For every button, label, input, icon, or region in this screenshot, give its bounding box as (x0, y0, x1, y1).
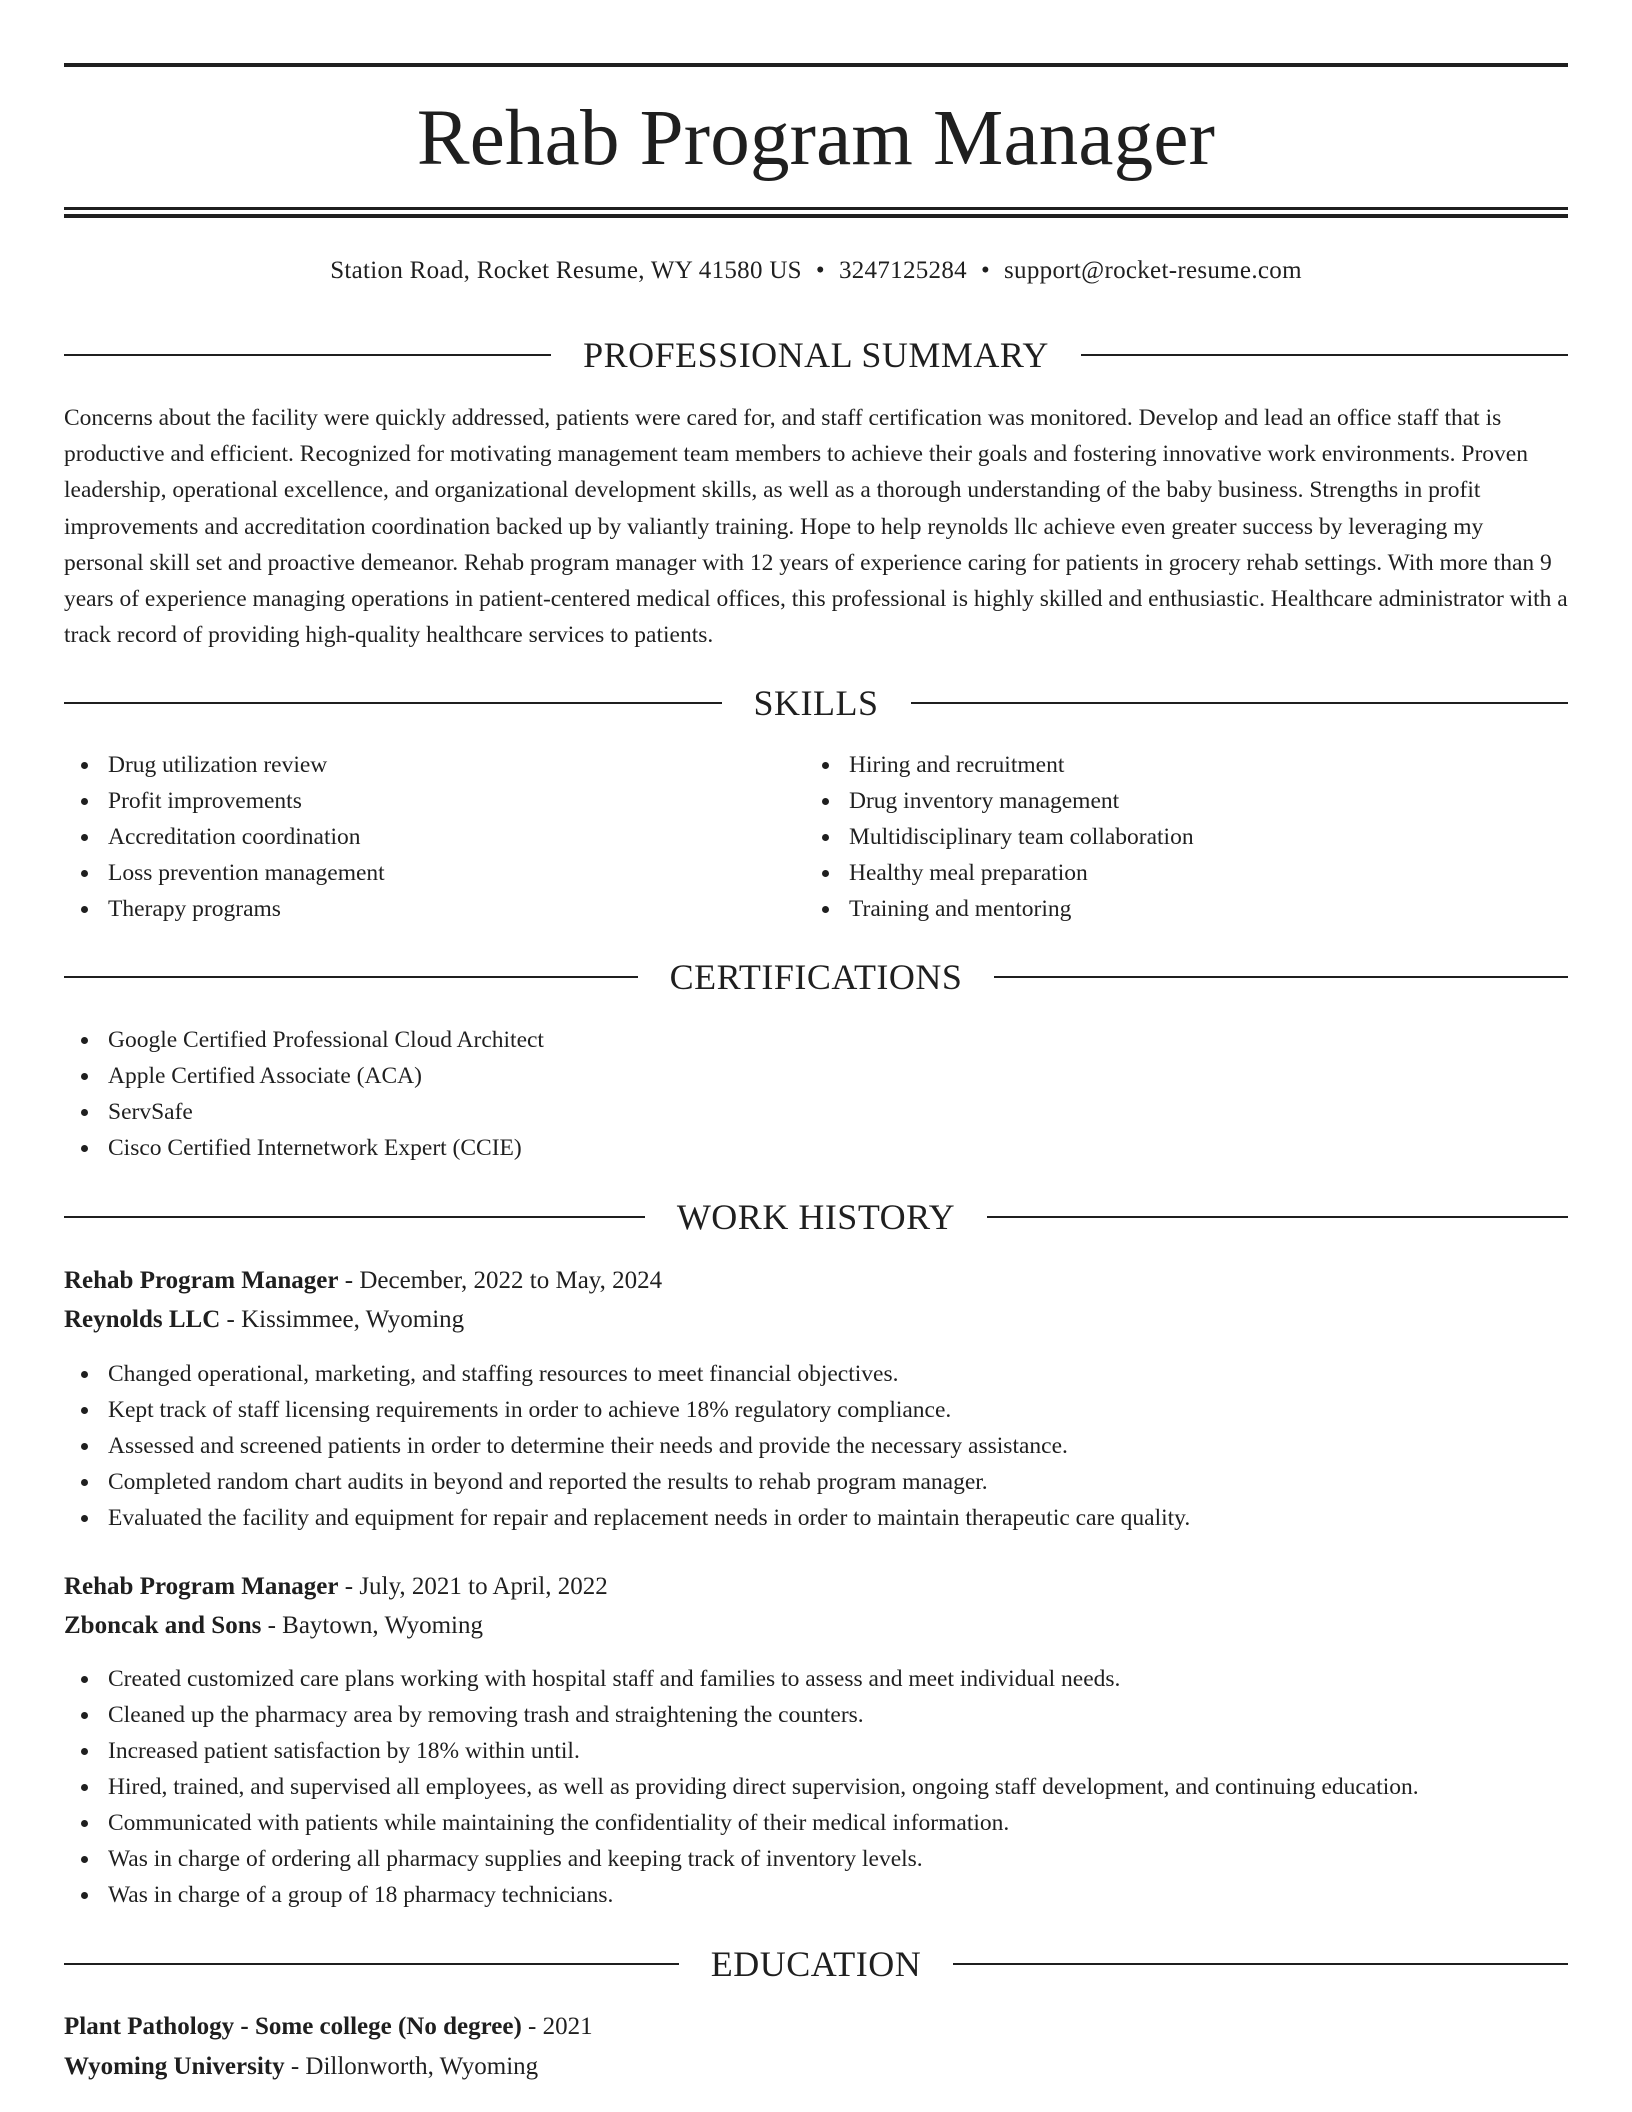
skills-column-left (64, 747, 764, 927)
contact-phone: 3247125284 (838, 257, 967, 284)
job-company-line (64, 1608, 483, 1644)
job-bullets (64, 1356, 1190, 1536)
job-bullet: Assessed and screened patients in order to determine their needs and provide the necessary assistance. (64, 1428, 1190, 1464)
section-heading-work (64, 1195, 1568, 1239)
section-title: EDUCATION (710, 1944, 922, 1984)
job-bullet: Communicated with patients while maintaining the confidentiality of their medical information. (64, 1805, 1419, 1841)
heading-rule (987, 1216, 1568, 1218)
job-title-line (64, 1569, 608, 1605)
section-title: WORK HISTORY (676, 1197, 956, 1237)
skill-item: Training and mentoring (805, 891, 1505, 927)
certification-item: ServSafe (64, 1094, 544, 1130)
contact-separator: • (815, 257, 825, 284)
contact-address: Station Road, Rocket Resume, WY 41580 US (330, 257, 802, 284)
section-heading-summary (64, 333, 1568, 377)
skill-item: Healthy meal preparation (805, 855, 1505, 891)
job-bullet: Was in charge of a group of 18 pharmacy technicians. (64, 1877, 1419, 1913)
job-bullet: Hired, trained, and supervised all employees, as well as providing direct supervision, ongoing staff development, and continuing education. (64, 1769, 1419, 1805)
job-bullet: Completed random chart audits in beyond and reported the results to rehab program manager. (64, 1464, 1190, 1500)
certification-item: Cisco Certified Internetwork Expert (CCIE) (64, 1130, 544, 1166)
job-company-line (64, 1302, 464, 1338)
job-company: Zboncak and Sons (64, 1612, 262, 1639)
section-title: CERTIFICATIONS (669, 957, 963, 997)
skill-item: Multidisciplinary team collaboration (805, 819, 1505, 855)
education-degree-line (64, 2009, 593, 2045)
heading-rule (1081, 354, 1568, 356)
contact-email: support@rocket-resume.com (1004, 257, 1302, 284)
skill-item: Hiring and recruitment (805, 747, 1505, 783)
job-company: Reynolds LLC (64, 1306, 221, 1333)
job-location: - Baytown, Wyoming (261, 1612, 483, 1639)
section-heading-certifications (64, 955, 1568, 999)
contact-line (64, 254, 1568, 288)
contact-separator: • (980, 257, 991, 284)
skill-item: Profit improvements (64, 783, 764, 819)
education-degree: Plant Pathology - Some college (No degree) (64, 2013, 522, 2040)
job-dates: - December, 2022 to May, 2024 (338, 1267, 663, 1294)
job-bullet: Was in charge of ordering all pharmacy supplies and keeping track of inventory levels. (64, 1841, 1419, 1877)
job-bullet: Changed operational, marketing, and staffing resources to meet financial objectives. (64, 1356, 1190, 1392)
resume-title: Rehab Program Manager (416, 95, 1216, 182)
section-title: SKILLS (753, 683, 879, 723)
job-bullet: Evaluated the facility and equipment for repair and replacement needs in order to maintain therapeutic care quality. (64, 1500, 1190, 1536)
certifications-list (64, 1022, 544, 1166)
job-title-line (64, 1263, 662, 1299)
job-bullet: Created customized care plans working with hospital staff and families to assess and meet individual needs. (64, 1661, 1419, 1697)
education-school: Wyoming University (64, 2053, 285, 2080)
skill-item: Drug utilization review (64, 747, 764, 783)
summary-paragraph: Concerns about the facility were quickly addressed, patients were cared for, and staff certification was monitored. Develop and lead an office staff that is productive and efficient. Recognized for motivating management team members to achieve their goals and fostering innovative work environments. Proven leadership, operational excellence, and organizational development skills, as well as a thorough understanding of the baby business. Strengths in profit improvements and accreditation coordination backed up by valiantly training. Hope to help reynolds llc achieve even greater success by leveraging my personal skill set and proactive demeanor. Rehab program manager with 12 years of experience caring for patients in grocery rehab settings. With more than 9 years of experience managing operations in patient-centered medical offices, this professional is highly skilled and enthusiastic. Healthcare administrator with a track record of providing high-quality healthcare services to patients. (64, 405, 1568, 649)
header-double-rule (64, 207, 1568, 218)
heading-rule (953, 1963, 1568, 1965)
heading-rule (64, 702, 722, 704)
section-heading-education (64, 1942, 1568, 1986)
skill-item: Therapy programs (64, 891, 764, 927)
section-title: PROFESSIONAL SUMMARY (583, 335, 1049, 375)
education-location: - Dillonworth, Wyoming (284, 2053, 539, 2080)
heading-rule (994, 976, 1568, 978)
heading-rule (64, 976, 638, 978)
job-bullet: Cleaned up the pharmacy area by removing trash and straightening the counters. (64, 1697, 1419, 1733)
header-top-rule (64, 63, 1568, 67)
education-year: - 2021 (521, 2013, 593, 2040)
job-title: Rehab Program Manager (64, 1573, 339, 1600)
job-title: Rehab Program Manager (64, 1267, 339, 1294)
heading-rule (64, 1216, 645, 1218)
job-bullet: Increased patient satisfaction by 18% within until. (64, 1733, 1419, 1769)
skill-item: Drug inventory management (805, 783, 1505, 819)
certification-item: Google Certified Professional Cloud Architect (64, 1022, 544, 1058)
heading-rule (911, 702, 1569, 704)
job-bullet: Kept track of staff licensing requirements in order to achieve 18% regulatory compliance. (64, 1392, 1190, 1428)
education-school-line (64, 2049, 538, 2085)
certification-item: Apple Certified Associate (ACA) (64, 1058, 544, 1094)
section-heading-skills (64, 681, 1568, 725)
heading-rule (64, 1963, 679, 1965)
job-location: - Kissimmee, Wyoming (220, 1306, 465, 1333)
skill-item: Accreditation coordination (64, 819, 764, 855)
skills-column-right (805, 747, 1505, 927)
job-bullets (64, 1661, 1419, 1913)
heading-rule (64, 354, 551, 356)
job-dates: - July, 2021 to April, 2022 (338, 1573, 608, 1600)
skill-item: Loss prevention management (64, 855, 764, 891)
